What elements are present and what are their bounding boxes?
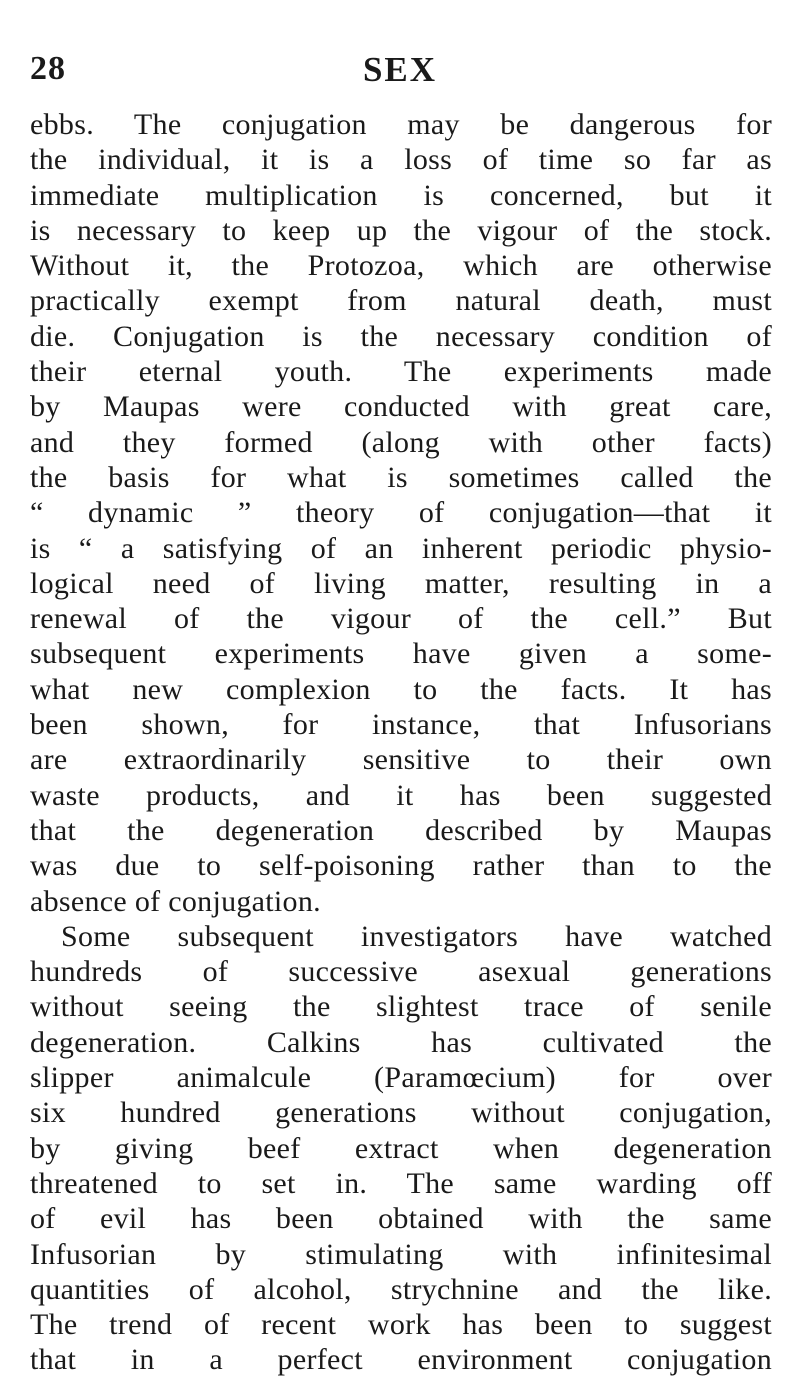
text-line: been shown, for instance, that Infusorians [30,708,772,742]
text-line: threatened to set in. The same warding off [30,1166,772,1200]
text-line: six hundred generations without conjugation, [30,1096,772,1130]
text-line: hundreds of successive asexual generations [30,955,772,989]
text-line: what new complexion to the facts. It has [30,672,772,706]
text-line: by Maupas were conducted with great care, [30,390,772,424]
text-line: die. Conjugation is the necessary condition of [30,319,772,353]
text-line: subsequent experiments have given a some- [30,637,772,671]
text-line: immediate multiplication is concerned, but it [30,178,772,212]
text-line: slipper animalcule (Paramœcium) for over [30,1061,772,1095]
text-line: degeneration. Calkins has cultivated the [30,1025,772,1059]
text-line: Without it, the Protozoa, which are otherwise [30,249,772,283]
text-line: their eternal youth. The experiments made [30,355,772,389]
paragraph-start-line: Some subsequent investigators have watched [61,919,772,953]
text-line: the individual, it is a loss of time so far as [30,143,772,177]
text-line: Infusorian by stimulating with infinitesimal [30,1237,772,1271]
text-line: The trend of recent work has been to suggest [30,1308,772,1342]
text-line: “ dynamic ” theory of conjugation—that it [30,496,772,530]
text-line: quantities of alcohol, strychnine and the like. [30,1272,772,1306]
paragraph-end-line: absence of conjugation. [30,884,321,918]
text-line: are extraordinarily sensitive to their own [30,743,772,777]
text-line: that the degeneration described by Maupas [30,813,772,847]
text-line: without seeing the slightest trace of senile [30,990,772,1024]
page-number: 28 [30,50,66,87]
text-line: and they formed (along with other facts) [30,425,772,459]
text-line: renewal of the vigour of the cell.” But [30,602,772,636]
text-line: of evil has been obtained with the same [30,1202,772,1236]
body-text [30,107,772,1378]
running-title: SEX [362,50,438,89]
text-line: logical need of living matter, resulting in a [30,566,772,600]
text-line: by giving beef extract when degeneration [30,1131,772,1165]
text-line: the basis for what is sometimes called the [30,460,772,494]
text-line: is “ a satisfying of an inherent periodic physio- [30,531,772,565]
text-line: waste products, and it has been suggested [30,778,772,812]
text-line: is necessary to keep up the vigour of the stock. [30,213,772,247]
text-line: practically exempt from natural death, must [30,284,772,318]
text-line: was due to self-poisoning rather than to the [30,849,772,883]
text-line: ebbs. The conjugation may be dangerous for [30,108,772,141]
text-line: that in a perfect environment conjugation [30,1343,772,1377]
page-header [24,50,776,100]
